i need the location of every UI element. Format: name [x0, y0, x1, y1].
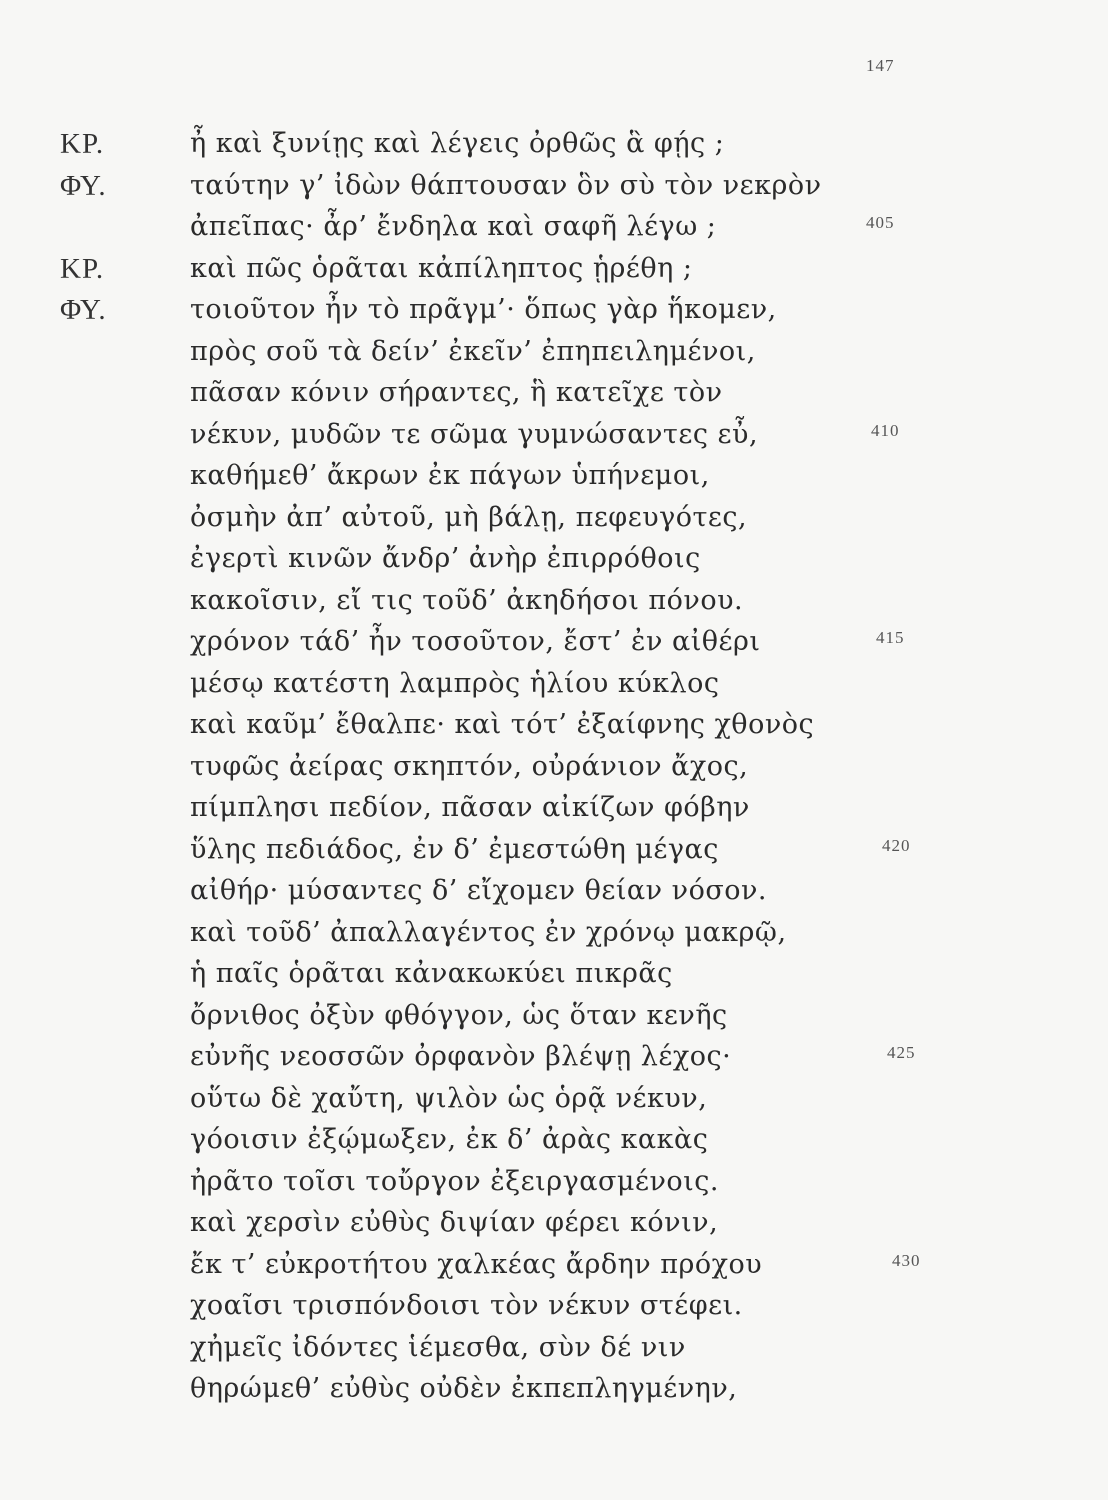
verse-text-line: καθήμεθ’ ἄκρων ἐκ πάγων ὑπήνεμοι,	[190, 460, 710, 491]
verse-line	[0, 668, 1108, 712]
verse-text-line: καὶ πῶς ὁρᾶται κἀπίληπτος ᾑρέθη ;	[190, 252, 693, 284]
verse-text-line: ἔκ τ’ εὐκροτήτου χαλκέας ἄρδην πρόχου	[190, 1248, 763, 1280]
verse-line	[0, 751, 1108, 795]
verse-text-line: ἀπεῖπας· ἆρ’ ἔνδηλα καὶ σαφῆ λέγω ;	[190, 211, 717, 242]
verse-line	[0, 170, 1108, 214]
line-number: 415	[876, 628, 905, 647]
verse-line	[0, 1290, 1108, 1334]
line-number: 430	[892, 1250, 921, 1270]
verse-text-line: ἐγερτὶ κινῶν ἄνδρ’ ἀνὴρ ἐπιρρόθοις	[190, 543, 701, 574]
verse-line	[0, 1332, 1108, 1376]
verse-line	[0, 917, 1108, 961]
verse-line	[0, 211, 1108, 255]
verse-text-line: ἠρᾶτο τοῖσι τοὔργον ἐξειργασμένοις.	[190, 1165, 719, 1197]
verse-text-line: καὶ χερσὶν εὐθὺς διψίαν φέρει κόνιν,	[190, 1207, 719, 1238]
verse-text-line: αἰθήρ· μύσαντες δ’ εἴχομεν θείαν νόσον.	[190, 875, 768, 906]
verse-text-line: καὶ τοῦδ’ ἀπαλλαγέντος ἐν χρόνῳ μακρῷ,	[190, 916, 787, 948]
verse-line	[0, 1373, 1108, 1417]
verse-line	[0, 336, 1108, 380]
verse-line	[0, 253, 1108, 297]
line-number: 420	[882, 835, 911, 855]
verse-text-line: ταύτην γ’ ἰδὼν θάπτουσαν ὃν σὺ τὸν νεκρὸν	[190, 169, 822, 201]
verse-text-line: οὕτω δὲ χαὔτη, ψιλὸν ὡς ὁρᾷ νέκυν,	[190, 1082, 708, 1114]
verse-line	[0, 875, 1108, 919]
verse-line	[0, 1207, 1108, 1251]
verse-line	[0, 294, 1108, 338]
speaker-label: ΚΡ.	[60, 128, 105, 160]
verse-line	[0, 834, 1108, 878]
line-number: 410	[871, 420, 900, 440]
verse-text-line: εὐνῆς νεοσσῶν ὀρφανὸν βλέψῃ λέχος·	[190, 1041, 732, 1072]
verse-text-line: χοαῖσι τρισπόνδοισι τὸν νέκυν στέφει.	[190, 1290, 743, 1321]
verse-line	[0, 419, 1108, 463]
speaker-label: ΦΥ.	[60, 294, 107, 326]
page-number: 147	[866, 56, 895, 75]
verse-text-line: τυφῶς ἀείρας σκηπτόν, οὐράνιον ἄχος,	[190, 750, 749, 782]
verse-text-line: πρὸς σοῦ τὰ δείν’ ἐκεῖν’ ἐπηπειλημένοι,	[190, 335, 756, 367]
line-number: 405	[866, 213, 895, 232]
verse-text-line: ὕλης πεδιάδος, ἐν δ’ ἐμεστώθη μέγας	[190, 833, 719, 865]
verse-text-line: ὀσμὴν ἀπ’ αὐτοῦ, μὴ βάλῃ, πεφευγότες,	[190, 501, 748, 533]
verse-text-line: ἦ καὶ ξυνίῃς καὶ λέγεις ὀρθῶς ἃ φῄς ;	[190, 128, 725, 159]
verse-text-line: ἡ παῖς ὁρᾶται κἀνακωκύει πικρᾶς	[190, 958, 673, 989]
speaker-label: ΚΡ.	[60, 252, 105, 285]
verse-line	[0, 460, 1108, 504]
verse-line	[0, 128, 1108, 172]
verse-line	[0, 1041, 1108, 1085]
verse-line	[0, 1000, 1108, 1044]
verse-line	[0, 377, 1108, 421]
verse-text-line: νέκυν, μυδῶν τε σῶμα γυμνώσαντες εὖ,	[190, 418, 759, 450]
verse-text-line: πᾶσαν κόνιν σήραντες, ἣ κατεῖχε τὸν	[190, 377, 723, 408]
verse-text-line: θηρώμεθ’ εὐθὺς οὐδὲν ἐκπεπληγμένην,	[190, 1373, 738, 1404]
line-number: 425	[887, 1043, 916, 1062]
speaker-label: ΦΥ.	[60, 169, 107, 202]
verse-text-line: χἠμεῖς ἰδόντες ἱέμεσθα, σὺν δέ νιν	[190, 1331, 686, 1363]
verse-line	[0, 1166, 1108, 1210]
verse-line	[0, 626, 1108, 670]
verse-text-line: τοιοῦτον ἦν τὸ πρᾶγμ’· ὅπως γὰρ ἥκομεν,	[190, 294, 777, 325]
verse-line	[0, 958, 1108, 1002]
verse-text-line: κακοῖσιν, εἴ τις τοῦδ’ ἀκηδήσοι πόνου.	[190, 584, 744, 616]
verse-line	[0, 585, 1108, 629]
verse-text-line: μέσῳ κατέστη λαμπρὸς ἡλίου κύκλος	[190, 667, 720, 699]
verse-line	[0, 1124, 1108, 1168]
verse-text-line: χρόνον τάδ’ ἦν τοσοῦτον, ἔστ’ ἐν αἰθέρι	[190, 626, 761, 657]
verse-text-line: ὄρνιθος ὀξὺν φθόγγον, ὡς ὅταν κενῆς	[190, 999, 728, 1031]
verse-line	[0, 1083, 1108, 1127]
verse-line	[0, 543, 1108, 587]
verse-line	[0, 792, 1108, 836]
verse-line	[0, 1249, 1108, 1293]
verse-text-line: γόοισιν ἐξῴμωξεν, ἐκ δ’ ἀρὰς κακὰς	[190, 1124, 709, 1155]
verse-text-line: πίμπλησι πεδίον, πᾶσαν αἰκίζων φόβην	[190, 792, 750, 823]
verse-line	[0, 709, 1108, 753]
verse-line	[0, 502, 1108, 546]
verse-text-line: καὶ καῦμ’ ἔθαλπε· καὶ τότ’ ἐξαίφνης χθονὸς	[190, 709, 815, 740]
